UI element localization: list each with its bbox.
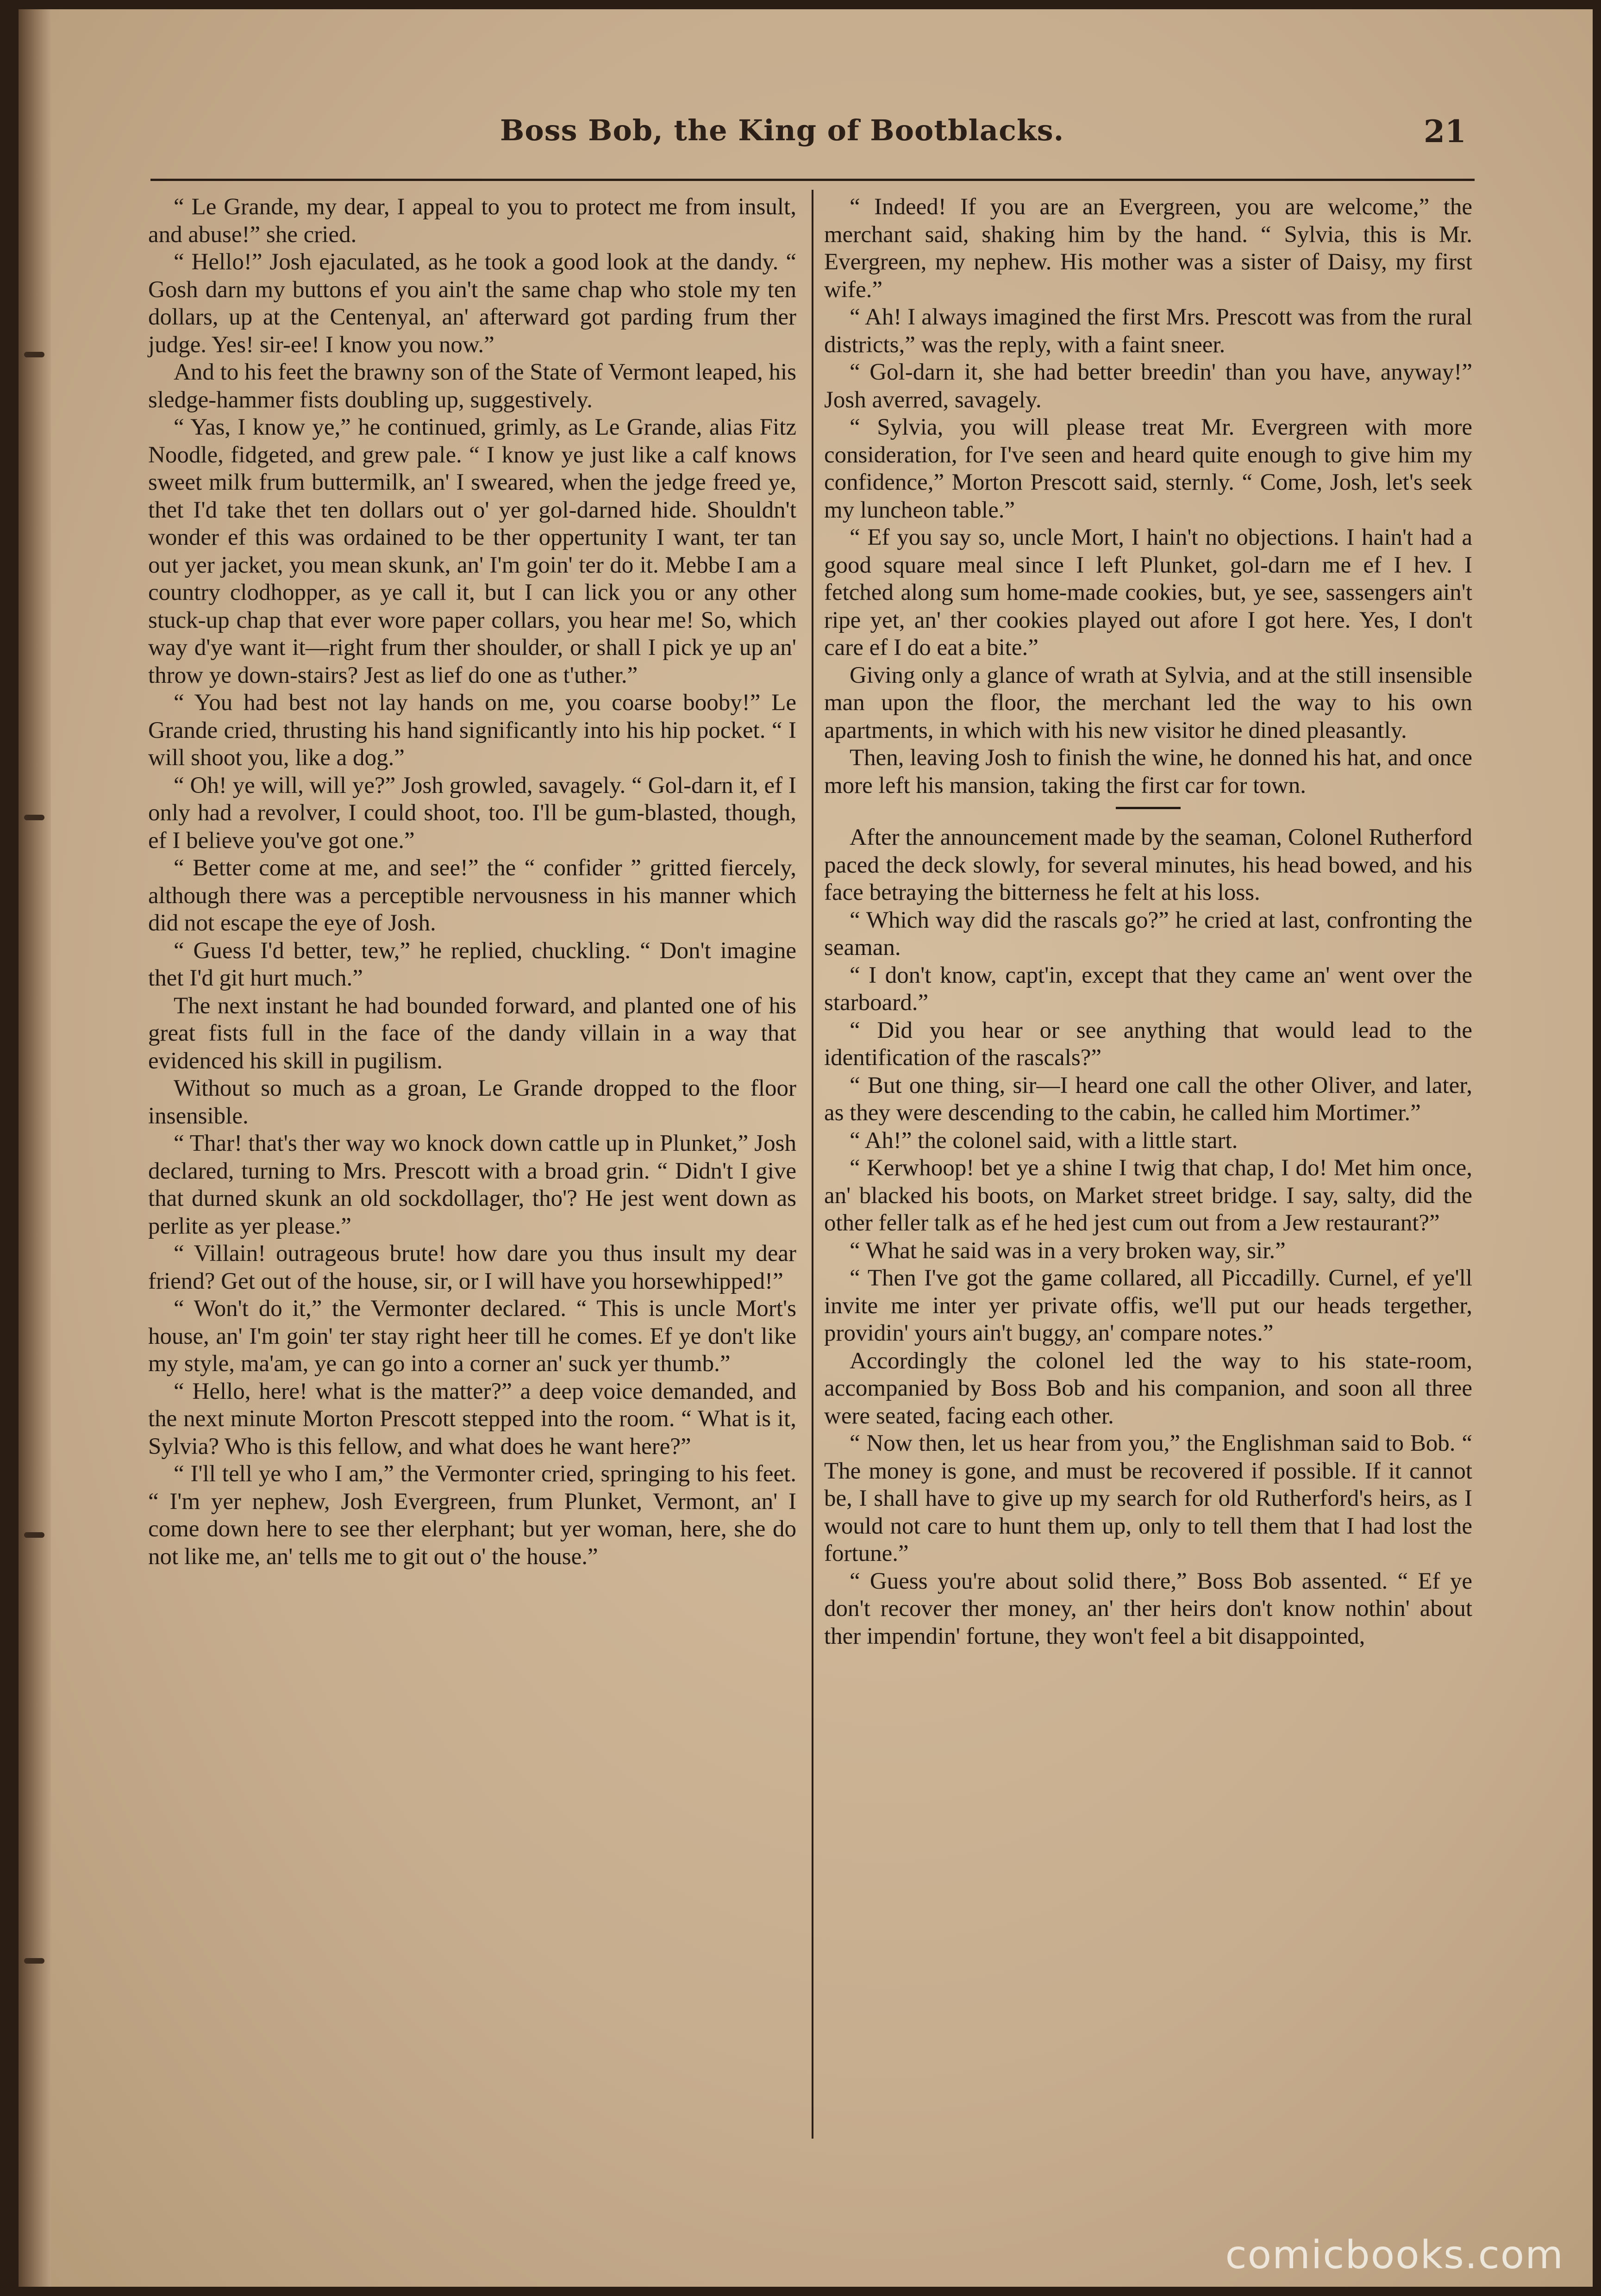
- paragraph: “ Then I've got the game collared, all Piccadilly. Curnel, ef ye'll invite me inter yer private offis, we'll put our heads tergether, providin' yours ain't buggy, an' compare notes.”: [824, 1265, 1472, 1346]
- section-divider: [1116, 807, 1181, 809]
- left-column: [148, 193, 796, 1571]
- paragraph: “ Did you hear or see anything that would lead to the identification of the rascals?”: [824, 1017, 1472, 1071]
- paragraph: Without so much as a groan, Le Grande dropped to the floor insensible.: [148, 1075, 796, 1129]
- paragraph: “ Hello!” Josh ejaculated, as he took a good look at the dandy. “ Gosh darn my buttons ef you ain't the same chap who stole my ten dollars, up at the Centenyal, an' afterward got parding frum ther judge. Yes! sir-ee! I know you now.”: [148, 249, 796, 358]
- paragraph: After the announcement made by the seaman, Colonel Rutherford paced the deck slowly, for several minutes, his head bowed, and his face betraying the bitterness he felt at his loss.: [824, 824, 1472, 905]
- paragraph: “ Yas, I know ye,” he continued, grimly, as Le Grande, alias Fitz Noodle, fidgeted, and grew pale. “ I know ye just like a calf knows sweet milk frum buttermilk, an' I sweared, when the jedge freed ye, thet I'd take thet ten dollars out o' yer gol-darned hide. Shouldn't wonder ef this was ordained to be ther oppertunity I want, ter tan out yer jacket, you mean skunk, an' I'm goin' ter do it. Mebbe I am a country clodhopper, as ye call it, but I can lick you or any other stuck-up chap that ever wore paper collars, you hear me! So, which way d'ye want it—right frum ther shoulder, or shall I pick ye up an' throw ye down-stairs? Jest as lief do one as t'uther.”: [148, 414, 796, 688]
- paragraph: “ Which way did the rascals go?” he cried at last, confronting the seaman.: [824, 907, 1472, 961]
- paragraph: “ Le Grande, my dear, I appeal to you to protect me from insult, and abuse!” she cried.: [148, 194, 796, 248]
- header-rule: [150, 179, 1475, 181]
- paragraph: “ Villain! outrageous brute! how dare you thus insult my dear friend? Get out of the house, sir, or I will have you horsewhipped!”: [148, 1241, 796, 1294]
- paragraph: “ I don't know, capt'in, except that they came an' went over the starboard.”: [824, 962, 1472, 1016]
- paragraph: “ Kerwhoop! bet ye a shine I twig that chap, I do! Met him once, an' blacked his boots, on Market street bridge. I say, salty, did the other feller talk as ef he hed jest cum out from a Jew restaurant?”: [824, 1155, 1472, 1236]
- binding-stitch: [24, 815, 44, 820]
- binding-stitch: [24, 1532, 44, 1538]
- paragraph: “ Hello, here! what is the matter?” a deep voice demanded, and the next minute Morton Prescott stepped into the room. “ What is it, Sylvia? Who is this fellow, and what does he want here?”: [148, 1378, 796, 1460]
- binding-stitch: [24, 1958, 44, 1964]
- paragraph: Accordingly the colonel led the way to his state-room, accompanied by Boss Bob and his companion, and soon all three were seated, facing each other.: [824, 1348, 1472, 1429]
- paragraph: “ Gol-darn it, she had better breedin' than you have, anyway!” Josh averred, savagely.: [824, 359, 1472, 413]
- paragraph: “ Better come at me, and see!” the “ confider ” gritted fiercely, although there was a perceptible nervousness in his manner which did not escape the eye of Josh.: [148, 855, 796, 936]
- paragraph: “ Guess you're about solid there,” Boss Bob assented. “ Ef ye don't recover ther money, an' ther heirs don't know nothin' about ther impendin' fortune, they won't feel a bit disappointed,: [824, 1568, 1472, 1649]
- paragraph: Giving only a glance of wrath at Sylvia, and at the still insensible man upon the floor, the merchant led the way to his own apartments, in which with his new visitor he dined pleasantly.: [824, 662, 1472, 743]
- paragraph: The next instant he had bounded forward, and planted one of his great fists full in the face of the dandy villain in a way that evidenced his skill in pugilism.: [148, 992, 796, 1074]
- paragraph: Then, leaving Josh to finish the wine, he donned his hat, and once more left his mansion, taking the first car for town.: [824, 745, 1472, 799]
- paragraph: “ Ah! I always imagined the first Mrs. Prescott was from the rural districts,” was the reply, with a faint sneer.: [824, 304, 1472, 358]
- binding-spine: [19, 9, 51, 2287]
- paragraph: “ Oh! ye will, will ye?” Josh growled, savagely. “ Gol-darn it, ef I only had a revolver, I could shoot, too. I'll be gum-blasted, though, ef I believe you've got one.”: [148, 772, 796, 854]
- page-number: 21: [1424, 113, 1466, 150]
- paragraph: “ I'll tell ye who I am,” the Vermonter cried, springing to his feet. “ I'm yer nephew, Josh Evergreen, frum Plunket, Vermont, an' I come down here to see ther elerphant; but yer woman, here, she do not like me, an' tells me to git out o' the house.”: [148, 1461, 796, 1570]
- paragraph: “ Guess I'd better, tew,” he replied, chuckling. “ Don't imagine thet I'd git hurt much.”: [148, 937, 796, 991]
- running-header-title: Boss Bob, the King of Bootblacks.: [500, 113, 1064, 147]
- paragraph: “ Sylvia, you will please treat Mr. Evergreen with more consideration, for I've seen and heard quite enough to give him my confidence,” Morton Prescott said, sternly. “ Come, Josh, let's seek my luncheon table.”: [824, 414, 1472, 523]
- paragraph: “ Indeed! If you are an Evergreen, you are welcome,” the merchant said, shaking him by the hand. “ Sylvia, this is Mr. Evergreen, my nephew. His mother was a sister of Daisy, my first wife.”: [824, 194, 1472, 303]
- paragraph: “ Thar! that's ther way wo knock down cattle up in Plunket,” Josh declared, turning to Mrs. Prescott with a broad grin. “ Didn't I give that durned skunk an old sockdollager, tho'? He jest went down as perlite as yer please.”: [148, 1130, 796, 1239]
- paragraph: “ What he said was in a very broken way, sir.”: [850, 1237, 1286, 1264]
- watermark: comicbooks.com: [1225, 2232, 1564, 2277]
- column-rule: [812, 190, 813, 2139]
- binding-stitch: [24, 352, 44, 357]
- right-column: [824, 193, 1472, 1650]
- paragraph: “ Ef you say so, uncle Mort, I hain't no objections. I hain't had a good square meal since I left Plunket, gol-darn me ef I hev. I fetched along sum home-made cookies, but, ye see, sassengers ain't ripe yet, an' ther cookies played out afore I got here. Yes, I don't care ef I do eat a bite.”: [824, 524, 1472, 661]
- paragraph: And to his feet the brawny son of the State of Vermont leaped, his sledge-hammer fists doubling up, suggestively.: [148, 359, 796, 413]
- paragraph: “ But one thing, sir—I heard one call the other Oliver, and later, as they were descending to the cabin, he called him Mortimer.”: [824, 1072, 1472, 1126]
- paragraph: “ Now then, let us hear from you,” the Englishman said to Bob. “ The money is gone, and must be recovered if possible. If it cannot be, I shall have to give up my search for old Rutherford's heirs, as I would not care to hunt them up, only to tell them that I had lost the fortune.”: [824, 1430, 1472, 1566]
- paragraph: “ Ah!” the colonel said, with a little start.: [850, 1127, 1238, 1154]
- paragraph: “ You had best not lay hands on me, you coarse booby!” Le Grande cried, thrusting his hand significantly into his hip pocket. “ I will shoot you, like a dog.”: [148, 690, 796, 771]
- paragraph: “ Won't do it,” the Vermonter declared. “ This is uncle Mort's house, an' I'm goin' ter stay right heer till he comes. Ef ye don't like my style, ma'am, ye can go into a corner an' suck yer thumb.”: [148, 1296, 796, 1377]
